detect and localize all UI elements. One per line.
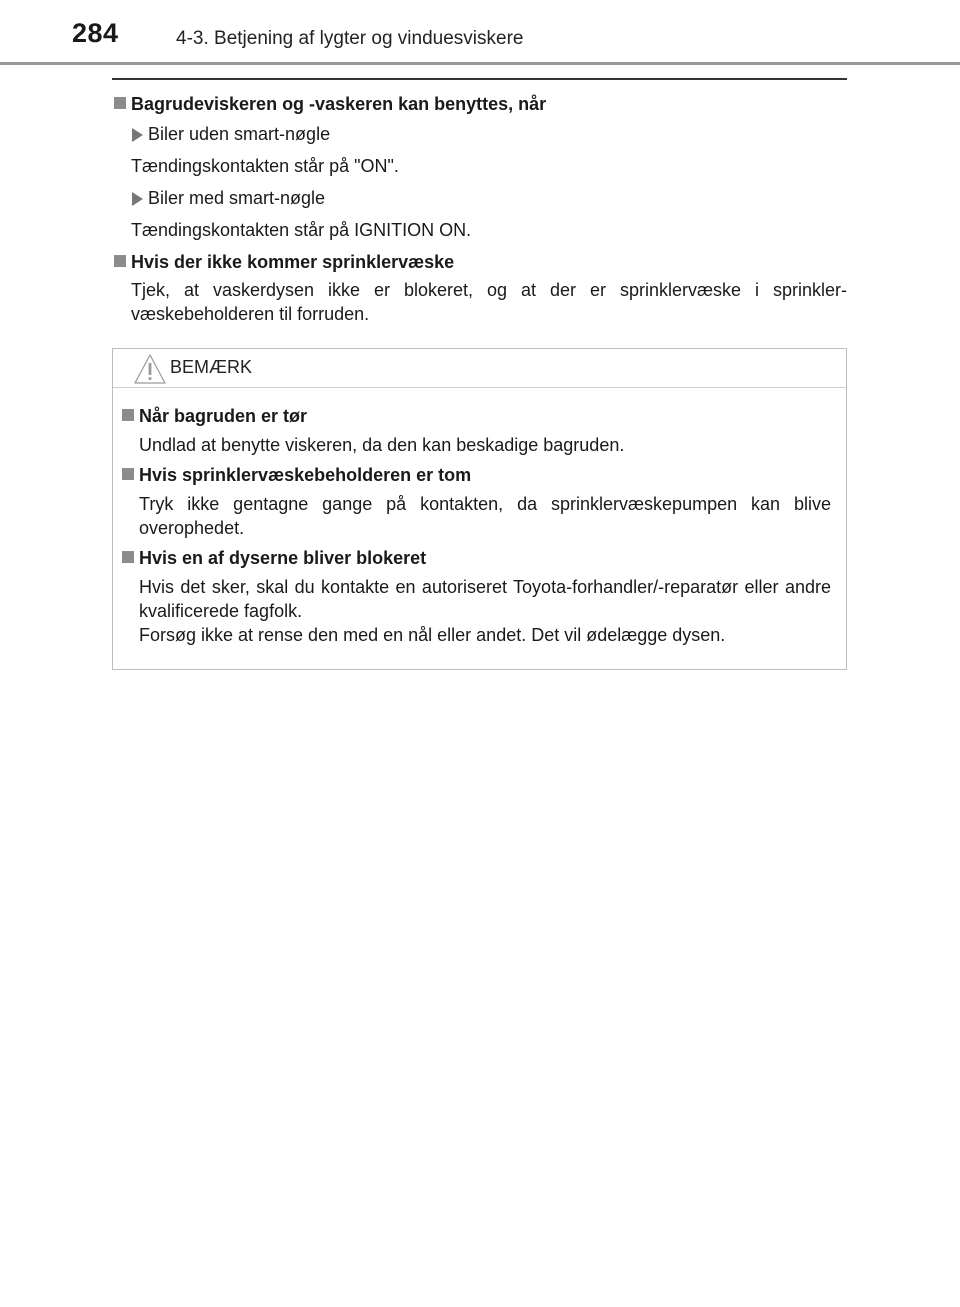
paragraph: Tændingskontakten står på IGNITION ON.: [131, 220, 472, 240]
triangle-bullet-icon: [132, 128, 143, 142]
section-heading: [112, 92, 847, 116]
section-title: 4-3. Betjening af lygter og vinduesviskere: [176, 28, 524, 49]
notice-item-heading: [120, 463, 831, 487]
section-heading: [112, 250, 847, 274]
section-heading-text: Bagrudeviskeren og -vaskeren kan benyttes, når: [131, 94, 547, 114]
notice-item-heading-text: Hvis en af dyserne bliver blokeret: [139, 548, 427, 568]
paragraph: Tændingskontakten står på "ON".: [131, 156, 399, 176]
triangle-bullet-icon: [132, 192, 143, 206]
notice-item-heading: [120, 546, 831, 570]
warning-triangle-icon: [133, 353, 167, 385]
notice-item-line: Undlad at benytte viskeren, da den kan beskadige bagruden.: [139, 435, 625, 455]
paragraph: Tjek, at vaskerdysen ikke er blokeret, og at der er sprinklervæske i sprinkler-væskebeholderen til forruden.: [131, 280, 847, 324]
notice-item-text: [120, 575, 831, 647]
square-bullet-icon: [122, 551, 134, 563]
square-bullet-icon: [114, 255, 126, 267]
sub-heading: [112, 122, 847, 146]
content-divider: [112, 78, 847, 80]
sub-heading-text: Biler med smart-nøgle: [148, 188, 326, 208]
notice-item-line: Forsøg ikke at rense den med en nål eller andet. Det vil ødelægge dysen.: [139, 625, 726, 645]
notice-item-text: [120, 433, 831, 457]
notice-item-heading-text: Når bagruden er tør: [139, 406, 308, 426]
page-header: [0, 0, 960, 64]
page-number: 284: [72, 18, 119, 48]
sub-heading: [112, 186, 847, 210]
square-bullet-icon: [122, 409, 134, 421]
sub-heading-text: Biler uden smart-nøgle: [148, 124, 331, 144]
notice-header: [113, 349, 846, 388]
notice-title: BEMÆRK: [170, 357, 253, 377]
notice-item-line: Tryk ikke gentagne gange på kontakten, da sprinklervæskepumpen kan blive overophedet.: [139, 494, 831, 538]
notice-item-text: [120, 492, 831, 540]
square-bullet-icon: [114, 97, 126, 109]
notice-body: [113, 388, 846, 669]
notice-item-line: Hvis det sker, skal du kontakte en autoriseret Toyota-forhandler/-reparatør eller andre kvalificerede fagfolk.: [139, 577, 831, 621]
notice-item-heading: [120, 404, 831, 428]
section-heading-text: Hvis der ikke kommer sprinklervæske: [131, 252, 455, 272]
header-divider: [0, 62, 960, 65]
notice-box: [112, 348, 847, 670]
main-content: [112, 78, 847, 670]
notice-item-heading-text: Hvis sprinklervæskebeholderen er tom: [139, 465, 472, 485]
square-bullet-icon: [122, 468, 134, 480]
